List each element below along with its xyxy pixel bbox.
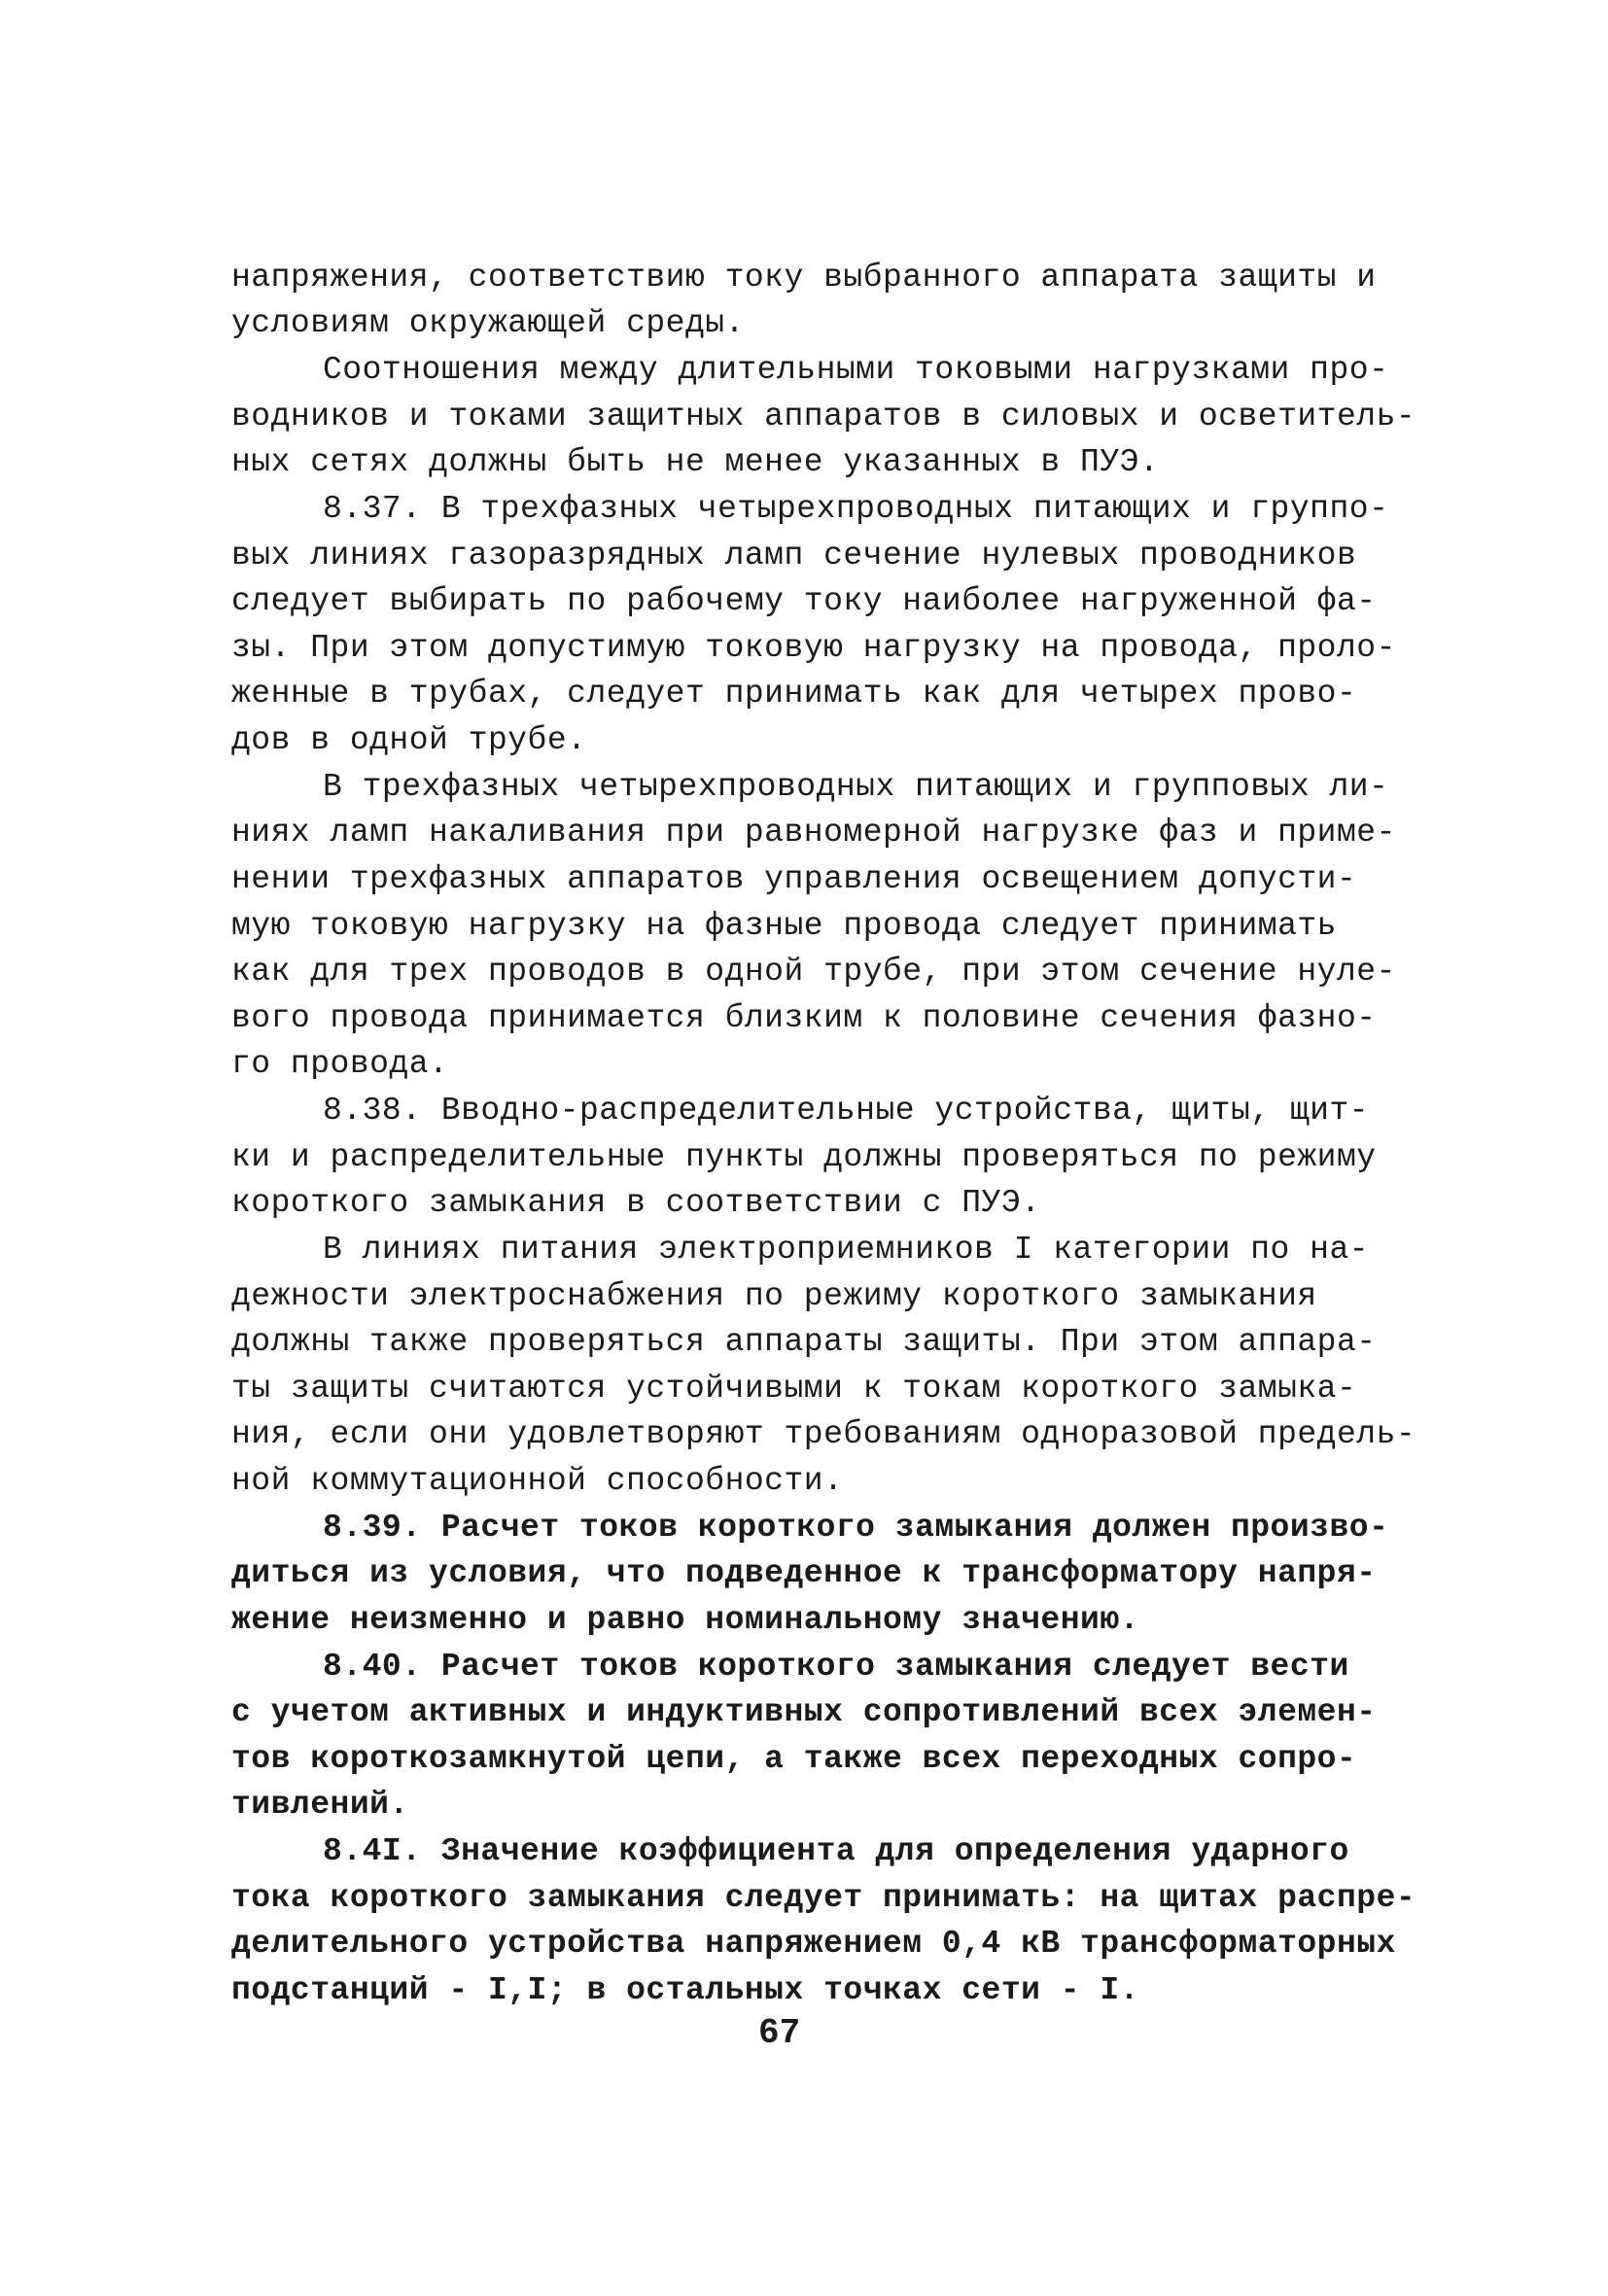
text-line: вого провода принимается близким к половине сечения фазно- xyxy=(231,1000,1377,1036)
text-line: ных сетях должны быть не менее указанных в ПУЭ. xyxy=(231,444,1160,480)
text-line: жение неизменно и равно номинальному значению. xyxy=(231,1602,1139,1638)
text-line: ки и распределительные пункты должны проверяться по режиму xyxy=(231,1139,1377,1175)
paragraph-start: В трехфазных четырехпроводных питающих и групповых ли- xyxy=(323,769,1389,805)
text-line: водников и токами защитных аппаратов в силовых и осветитель- xyxy=(231,399,1416,435)
text-line: диться из условия, что подведенное к трансформатору напря- xyxy=(231,1555,1377,1591)
text-line: подстанций - I,I; в остальных точках сети - I. xyxy=(231,1972,1139,2008)
text-line: тока короткого замыкания следует принимать: на щитах распре- xyxy=(231,1880,1416,1916)
text-line: зы. При этом допустимую токовую нагрузку на провода, проло- xyxy=(231,630,1396,666)
page-number: 67 xyxy=(758,2013,801,2053)
text-line: го провода. xyxy=(231,1046,449,1082)
text-line: ной коммутационной способности. xyxy=(231,1463,844,1499)
clause-8-40: 8.40. Расчет токов короткого замыкания следует вести xyxy=(323,1649,1349,1685)
text-line: тов короткозамкнутой цепи, а также всех переходных сопро- xyxy=(231,1741,1357,1777)
text-line: делительного устройства напряжением 0,4 кВ трансформаторных xyxy=(231,1926,1396,1962)
text-line: как для трех проводов в одной трубе, при этом сечение нуле- xyxy=(231,954,1396,990)
text-line: женные в трубах, следует принимать как для четырех прово- xyxy=(231,676,1357,712)
text-line: тивлений. xyxy=(231,1787,409,1823)
paragraph-start: Соотношения между длительными токовыми нагрузками про- xyxy=(323,352,1389,388)
text-line: ния, если они удовлетворяют требованиям одноразовой предель- xyxy=(231,1416,1416,1452)
clause-8-39: 8.39. Расчет токов короткого замыкания должен произво- xyxy=(323,1510,1389,1546)
clause-8-38: 8.38. Вводно-распределительные устройства, щиты, щит- xyxy=(323,1093,1370,1129)
clause-8-41: 8.4I. Значение коэффициента для определения ударного xyxy=(323,1833,1349,1869)
text-line: короткого замыкания в соответствии с ПУЭ. xyxy=(231,1185,1041,1221)
text-line: вых линиях газоразрядных ламп сечение нулевых проводников xyxy=(231,538,1357,574)
text-line: напряжения, соответствию току выбранного аппарата защиты и xyxy=(231,260,1377,296)
text-line: мую токовую нагрузку на фазные провода следует принимать xyxy=(231,908,1337,944)
text-line: дов в одной трубе. xyxy=(231,722,587,758)
text-line: с учетом активных и индуктивных сопротивлений всех элемен- xyxy=(231,1694,1377,1730)
text-line: должны также проверяться аппараты защиты. При этом аппара- xyxy=(231,1324,1377,1360)
clause-8-37: 8.37. В трехфазных четырехпроводных питающих и группо- xyxy=(323,491,1389,527)
text-line: дежности электроснабжения по режиму короткого замыкания xyxy=(231,1278,1317,1314)
text-line: следует выбирать по рабочему току наиболее нагруженной фа- xyxy=(231,583,1377,619)
text-line: условиям окружающей среды. xyxy=(231,305,745,341)
paragraph-start: В линиях питания электроприемников I категории по на- xyxy=(323,1232,1370,1268)
text-line: нении трехфазных аппаратов управления освещением допусти- xyxy=(231,861,1357,897)
text-line: ты защиты считаются устойчивыми к токам короткого замыка- xyxy=(231,1371,1357,1407)
text-line: ниях ламп накаливания при равномерной нагрузке фаз и приме- xyxy=(231,815,1396,851)
